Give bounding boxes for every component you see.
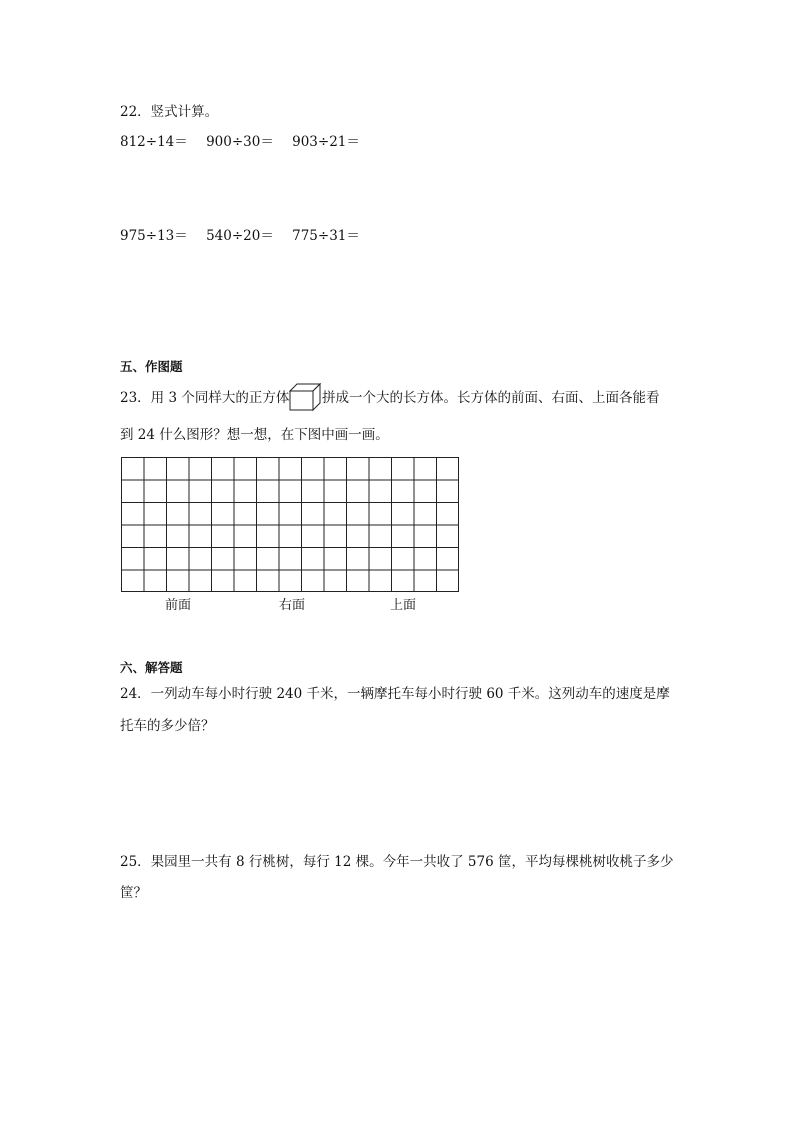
q22-row2 xyxy=(120,227,360,245)
label-right: 右面 xyxy=(279,598,306,613)
label-top: 上面 xyxy=(390,598,417,613)
division-problem: 775÷31＝ xyxy=(292,228,360,244)
division-problem: 540÷20＝ xyxy=(206,228,274,244)
q25-line1: 25．果园里一共有 8 行桃树，每行 12 棵。今年一共收了 576 筐，平均每棵桃树收桃子多少 xyxy=(120,854,674,870)
cube-icon xyxy=(289,383,321,411)
label-front: 前面 xyxy=(165,598,192,613)
q25-line2: 筐？ xyxy=(120,885,147,901)
division-problem: 903÷21＝ xyxy=(292,134,360,150)
q23-line1-end: 拼成一个大的长方体。长方体的前面、右面、上面各能看 xyxy=(322,390,660,406)
division-problem: 900÷30＝ xyxy=(206,134,274,150)
q24-line2: 托车的多少倍？ xyxy=(120,718,215,734)
section-heading-drawing: 五、作图题 xyxy=(120,359,183,374)
division-problem: 975÷13＝ xyxy=(120,228,188,244)
q24-line1: 24．一列动车每小时行驶 240 千米，一辆摩托车每小时行驶 60 千米。这列动车的速度是摩 xyxy=(120,686,670,702)
q22-row1 xyxy=(120,133,360,151)
division-problem: 812÷14＝ xyxy=(120,134,188,150)
q22-title: 22．竖式计算。 xyxy=(120,104,219,120)
grid-baseline xyxy=(121,591,459,592)
q23-line1-start: 23．用 3 个同样大的正方体 xyxy=(120,390,290,406)
drawing-grid[interactable] xyxy=(121,457,459,592)
q23-line2: 到 24 什么图形？想一想，在下图中画一画。 xyxy=(120,427,389,443)
section-heading-answers: 六、解答题 xyxy=(120,660,183,675)
